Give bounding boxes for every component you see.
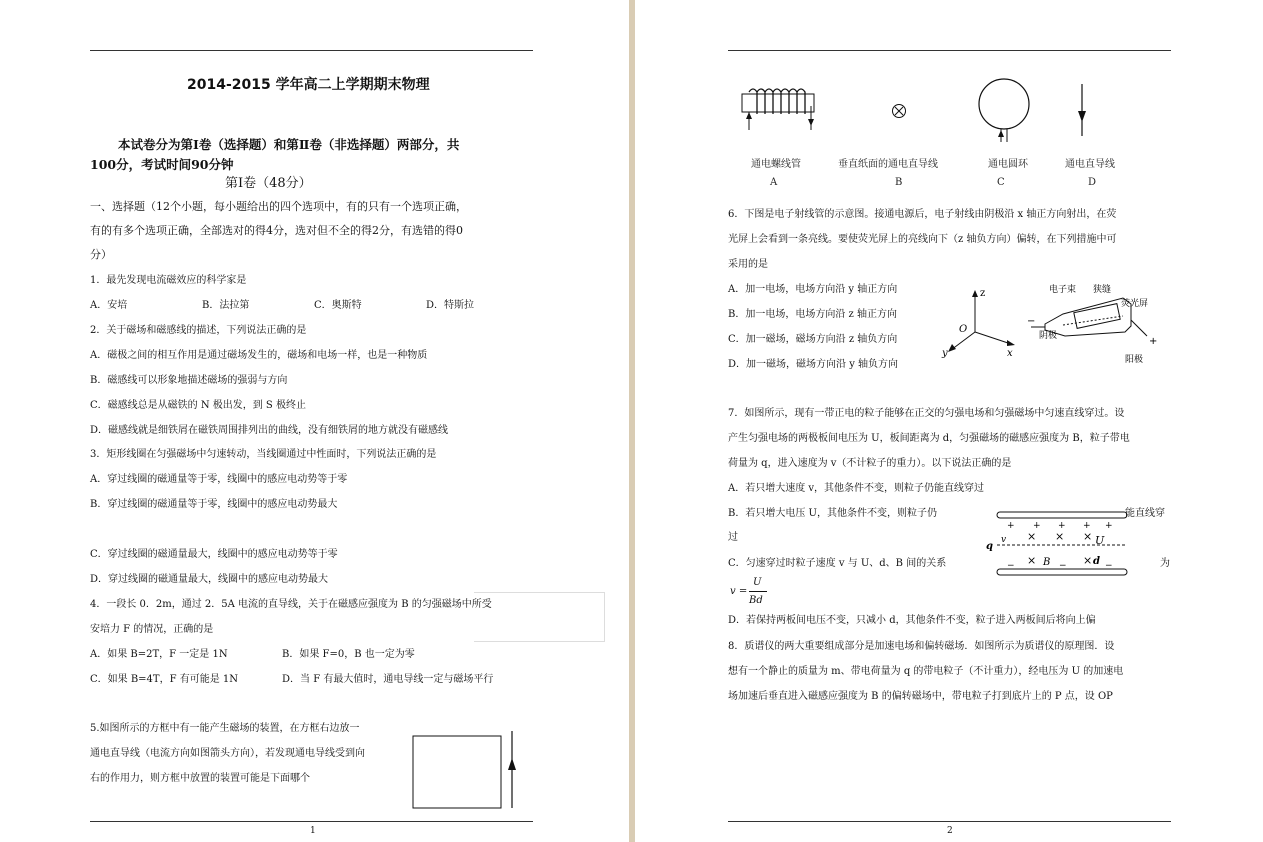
q1-option-c: C．奥斯特	[314, 300, 362, 311]
choice-b-caption: 垂直纸面的通电直导线	[838, 159, 938, 170]
q7-option-d: D．若保持两板间电压不变，只减小 d，其他条件不变，粒子进入两板间后将向上偏	[728, 615, 1096, 626]
voltage-label: U	[1095, 534, 1105, 547]
choice-d-caption: 通电直导线	[1065, 159, 1115, 170]
plus-mark: +	[1083, 521, 1091, 531]
q2-option-c: C．磁感线总是从磁铁的 N 极出发，到 S 极终止	[90, 400, 306, 411]
instructions-line-3: 分）	[90, 248, 112, 261]
q7-option-b-cont: 过	[728, 532, 738, 543]
q2-stem: 2．关于磁场和磁感线的描述，下列说法正确的是	[90, 325, 307, 336]
q6-stem-line-3: 采用的是	[728, 259, 768, 270]
choice-c-letter: C	[997, 177, 1005, 188]
perpendicular-wire-figure	[890, 102, 908, 120]
velocity-label: v	[1001, 535, 1007, 545]
q5-stem-line-1: 5.如图所示的方框中有一能产生磁场的装置，在方框右边放一	[90, 723, 360, 734]
q4-stem-line-2: 安培力 F 的情况，正确的是	[90, 624, 214, 635]
header-rule	[90, 50, 533, 51]
q8-stem-line-3: 场加速后垂直进入磁感应强度为 B 的偏转磁场中，带电粒子打到底片上的 P 点，设 OP	[728, 691, 1113, 702]
plus-sign: +	[1149, 336, 1158, 347]
distance-label: d	[1093, 556, 1100, 567]
q7-stem-line-3: 荷量为 q，进入速度为 v（不计粒子的重力）。以下说法正确的是	[728, 458, 1012, 469]
formula-bar	[749, 591, 767, 592]
instructions-line-2: 有的有多个选项正确，全部选对的得4分，选对但不全的得2分，有选错的得0	[90, 224, 463, 237]
intro-line-2: 100分，考试时间90分钟	[90, 157, 234, 172]
q6-option-d: D．加一磁场，磁场方向沿 y 轴负方向	[728, 359, 899, 370]
q6-option-c: C．加一磁场，磁场方向沿 z 轴负方向	[728, 334, 898, 345]
beam-label: 电子束	[1049, 285, 1077, 295]
q6-stem-line-2: 光屏上会看到一条亮线。要使荧光屏上的亮线向下（z 轴负方向）偏转，在下列措施中可	[728, 234, 1117, 245]
velocity-selector-figure	[983, 508, 1133, 578]
section-heading: 第Ⅰ卷（48分）	[225, 176, 312, 191]
cathode-label: 阴极	[1039, 331, 1058, 341]
q7-stem-line-2: 产生匀强电场的两极板间电压为 U，板间距离为 d，匀强磁场的磁感应强度为 B，粒子带电	[728, 433, 1130, 444]
choice-a-letter: A	[770, 177, 778, 188]
formula-denominator: Bd	[749, 595, 763, 606]
q1-option-d: D．特斯拉	[426, 300, 475, 311]
q3-option-b: B．穿过线圈的磁通量等于零，线圈中的感应电动势最大	[90, 499, 338, 510]
plus-mark: +	[1033, 521, 1041, 531]
q1-option-a: A．安培	[90, 300, 128, 311]
q8-stem-line-2: 想有一个静止的质量为 m、带电荷量为 q 的带电粒子（不计重力），经电压为 U 的加速电	[728, 666, 1124, 677]
minus-sign: −	[1027, 316, 1036, 327]
y-axis-label: y	[942, 348, 948, 359]
anode-label: 阳极	[1125, 355, 1144, 365]
cross-mark: ×	[1027, 554, 1037, 567]
q3-option-a: A．穿过线圈的磁通量等于零，线圈中的感应电动势等于零	[90, 474, 348, 485]
page-1	[0, 0, 629, 842]
plus-mark: +	[1058, 521, 1066, 531]
q7-option-b-right: 能直线穿	[1125, 508, 1165, 519]
header-rule	[728, 50, 1171, 51]
minus-mark: −	[1007, 561, 1015, 571]
faded-overlay	[474, 592, 605, 642]
q4-option-d: D．当 F 有最大值时，通电导线一定与磁场平行	[282, 674, 494, 685]
q4-stem-line-1: 4．一段长 0．2m，通过 2．5A 电流的直导线，关于在磁感应强度为 B 的匀强磁场中所受	[90, 599, 492, 610]
cross-mark: ×	[1083, 530, 1093, 543]
q1-option-b: B．法拉第	[202, 300, 250, 311]
cross-mark: ×	[1027, 530, 1037, 543]
q3-option-d: D．穿过线圈的磁通量最大，线圈中的感应电动势最大	[90, 574, 329, 585]
q1-stem: 1．最先发现电流磁效应的科学家是	[90, 275, 247, 286]
q4-option-b: B．如果 F=0，B 也一定为零	[282, 649, 415, 660]
straight-wire-figure	[1075, 82, 1089, 138]
cross-mark: ×	[1055, 530, 1065, 543]
choice-c-caption: 通电圆环	[988, 159, 1028, 170]
page-number: 2	[947, 826, 953, 836]
q7-option-c-right: 为	[1160, 558, 1170, 569]
choice-d-letter: D	[1088, 177, 1097, 188]
solenoid-figure	[739, 82, 819, 132]
field-label: B	[1043, 557, 1051, 568]
cathode-ray-tube-figure	[935, 280, 1165, 370]
instructions-line-1: 一、选择题（12个小题，每小题给出的四个选项中，有的只有一个选项正确，	[90, 200, 467, 213]
choice-a-caption: 通电螺线管	[751, 159, 801, 170]
q7-option-b-left: B．若只增大电压 U，其他条件不变，则粒子仍	[728, 508, 937, 519]
minus-mark: −	[1105, 561, 1113, 571]
screen-label: 荧光屏	[1121, 299, 1149, 309]
formula-v: v =	[730, 586, 748, 597]
q7-option-a: A．若只增大速度 v，其他条件不变，则粒子仍能直线穿过	[728, 483, 985, 494]
exam-title: 2014-2015 学年高二上学期期末物理	[187, 77, 430, 93]
page-2	[635, 0, 1263, 842]
page-number: 1	[310, 826, 316, 836]
q7-stem-line-1: 7．如图所示，现有一带正电的粒子能够在正交的匀强电场和匀强磁场中匀速直线穿过。设	[728, 408, 1125, 419]
minus-mark: −	[1059, 561, 1067, 571]
formula-numerator: U	[753, 577, 762, 588]
q4-option-c: C．如果 B=4T，F 有可能是 1N	[90, 674, 238, 685]
z-axis-label: z	[980, 288, 986, 299]
q3-option-c: C．穿过线圈的磁通量最大，线圈中的感应电动势等于零	[90, 549, 338, 560]
current-loop-figure	[975, 74, 1033, 144]
footer-rule	[90, 821, 533, 822]
q2-option-a: A．磁极之间的相互作用是通过磁场发生的，磁场和电场一样，也是一种物质	[90, 350, 428, 361]
q4-option-a: A．如果 B=2T，F 一定是 1N	[90, 649, 228, 660]
q8-stem-line-1: 8．质谱仪的两大重要组成部分是加速电场和偏转磁场．如图所示为质谱仪的原理图．设	[728, 641, 1115, 652]
q7-option-c-left: C．匀速穿过时粒子速度 v 与 U、d、B 间的关系	[728, 558, 947, 569]
slit-label: 狭缝	[1093, 285, 1112, 295]
cross-mark: ×	[1083, 554, 1093, 567]
origin-label: O	[959, 324, 968, 335]
q5-stem-line-3: 右的作用力，则方框中放置的装置可能是下面哪个	[90, 773, 310, 784]
q6-stem-line-1: 6．下图是电子射线管的示意图。接通电源后，电子射线由阴极沿 x 轴正方向射出，在荧	[728, 209, 1117, 220]
q5-stem-line-2: 通电直导线（电流方向如图箭头方向），若发现通电导线受到向	[90, 748, 365, 759]
plus-mark: +	[1007, 521, 1015, 531]
intro-line-1: 本试卷分为第Ⅰ卷（选择题）和第Ⅱ卷（非选择题）两部分，共	[118, 137, 460, 152]
q6-option-a: A．加一电场，电场方向沿 y 轴正方向	[728, 284, 898, 295]
charge-label: q	[986, 541, 993, 552]
q2-option-d: D．磁感线就是细铁屑在磁铁周围排列出的曲线，没有细铁屑的地方就没有磁感线	[90, 425, 449, 436]
footer-rule	[728, 821, 1171, 822]
choice-b-letter: B	[895, 177, 903, 188]
q6-option-b: B．加一电场，电场方向沿 z 轴正方向	[728, 309, 897, 320]
q3-stem: 3．矩形线圈在匀强磁场中匀速转动，当线圈通过中性面时，下列说法正确的是	[90, 449, 437, 460]
plus-mark: +	[1105, 521, 1113, 531]
q2-option-b: B．磁感线可以形象地描述磁场的强弱与方向	[90, 375, 288, 386]
x-axis-label: x	[1007, 348, 1013, 359]
q5-box-figure	[408, 728, 524, 812]
